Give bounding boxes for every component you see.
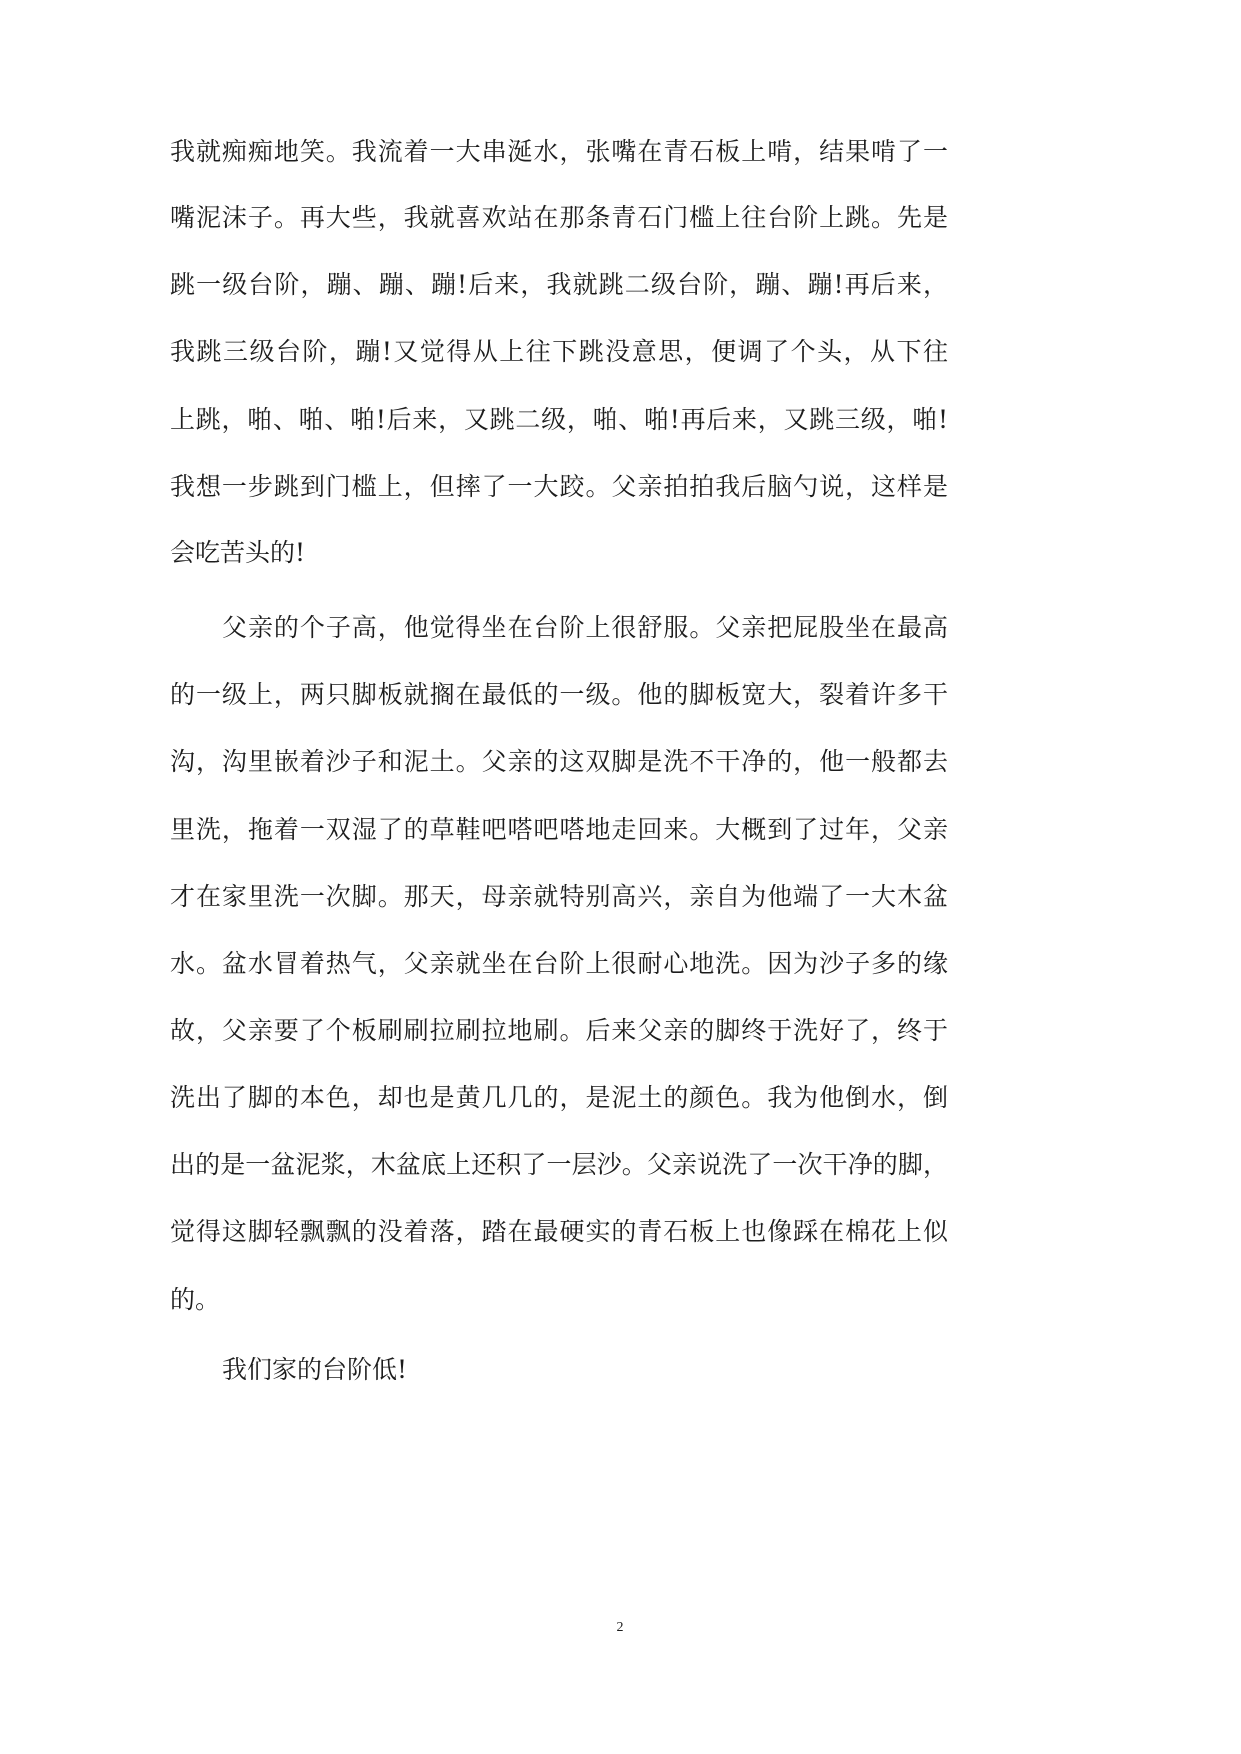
text-line: 我们家的台阶低! <box>222 1355 408 1384</box>
text-line: 上跳，啪、啪、啪!后来，又跳二级，啪、啪!再后来，又跳三级，啪! <box>170 405 948 434</box>
text-line: 觉得这脚轻飘飘的没着落，踏在最硬实的青石板上也像踩在棉花上似 <box>170 1217 948 1246</box>
text-line: 我跳三级台阶，蹦!又觉得从上往下跳没意思，便调了个头，从下往 <box>170 337 948 366</box>
text-line: 我就痴痴地笑。我流着一大串涎水，张嘴在青石板上啃，结果啃了一 <box>170 137 948 166</box>
page-number: 2 <box>616 1620 624 1635</box>
text-line: 出的是一盆泥浆，木盆底上还积了一层沙。父亲说洗了一次干净的脚， <box>170 1150 948 1179</box>
text-line: 嘴泥沫子。再大些，我就喜欢站在那条青石门槛上往台阶上跳。先是 <box>170 203 948 232</box>
text-line: 里洗，拖着一双湿了的草鞋吧嗒吧嗒地走回来。大概到了过年，父亲 <box>170 815 948 844</box>
text-line: 跳一级台阶，蹦、蹦、蹦!后来，我就跳二级台阶，蹦、蹦!再后来， <box>170 270 948 299</box>
text-line: 我想一步跳到门槛上，但摔了一大跤。父亲拍拍我后脑勺说，这样是 <box>170 472 948 501</box>
text-line: 洗出了脚的本色，却也是黄几几的，是泥土的颜色。我为他倒水，倒 <box>170 1083 948 1112</box>
text-line: 的一级上，两只脚板就搁在最低的一级。他的脚板宽大，裂着许多干 <box>170 680 948 709</box>
text-line: 的。 <box>170 1285 221 1314</box>
text-line: 会吃苦头的! <box>170 538 306 567</box>
text-line: 父亲的个子高，他觉得坐在台阶上很舒服。父亲把屁股坐在最高 <box>222 613 948 642</box>
text-line: 才在家里洗一次脚。那天，母亲就特别高兴，亲自为他端了一大木盆 <box>170 882 948 911</box>
text-line: 水。盆水冒着热气，父亲就坐在台阶上很耐心地洗。因为沙子多的缘 <box>170 949 948 978</box>
text-line: 沟，沟里嵌着沙子和泥土。父亲的这双脚是洗不干净的，他一般都去 <box>170 747 948 776</box>
text-line: 故，父亲要了个板刷刷拉刷拉地刷。后来父亲的脚终于洗好了，终于 <box>170 1016 948 1045</box>
